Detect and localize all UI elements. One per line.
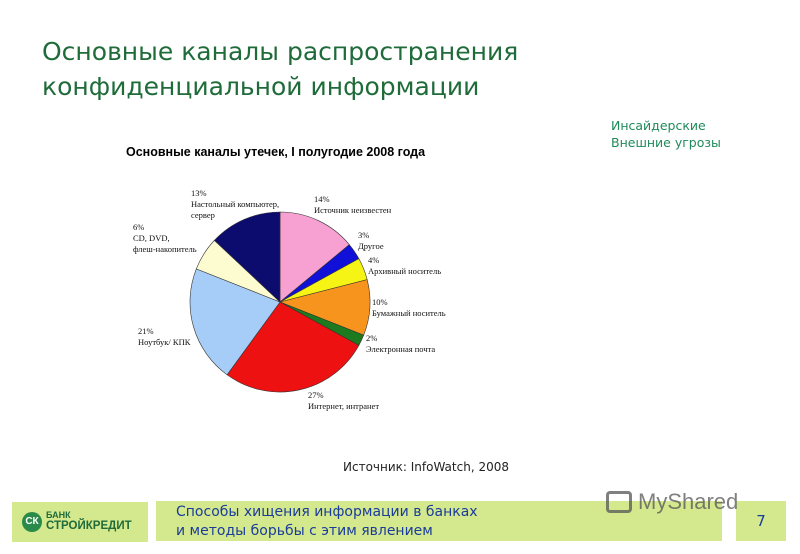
side-legend-insider: Инсайдерские xyxy=(611,118,706,133)
slice-label: 14% Источник неизвестен xyxy=(314,194,392,215)
footer-text xyxy=(176,503,478,541)
side-legend-external: Внешние угрозы xyxy=(611,135,721,150)
bank-logo-line1: БАНК xyxy=(46,510,71,520)
slice-label: 13% Настольный компьютер, сервер xyxy=(191,188,280,220)
slice-label: 10% Бумажный носитель xyxy=(372,297,446,318)
slice-label: 2% Электронная почта xyxy=(366,333,436,354)
slice-label: 21% Ноутбук/ КПК xyxy=(138,326,191,347)
source-note: Источник: InfoWatch, 2008 xyxy=(343,460,509,474)
slide-title-line1: Основные каналы распространения xyxy=(42,37,519,66)
presentation-icon xyxy=(606,491,632,513)
slice-label: 6% CD, DVD, флеш-накопитель xyxy=(133,222,197,254)
slice-label: 3% Другое xyxy=(358,230,384,251)
slice-label: 27% Интернет, интранет xyxy=(308,390,380,411)
slice-label: 4% Архивный носитель xyxy=(368,255,442,276)
watermark xyxy=(606,489,738,515)
slide-title-line2: конфиденциальной информации xyxy=(42,72,480,101)
bank-logo-line2: СТРОЙКРЕДИТ xyxy=(46,520,132,532)
bank-logo-text xyxy=(46,510,132,532)
page-number: 7 xyxy=(756,512,766,530)
footer-line1: Способы хищения информации в банках xyxy=(176,504,478,520)
chart-title: Основные каналы утечек, I полугодие 2008 года xyxy=(126,145,426,159)
footer-line2: и методы борьбы с этим явлением xyxy=(176,523,433,539)
watermark-text: MyShared xyxy=(638,489,739,514)
bank-logo-icon: СК xyxy=(22,512,42,532)
